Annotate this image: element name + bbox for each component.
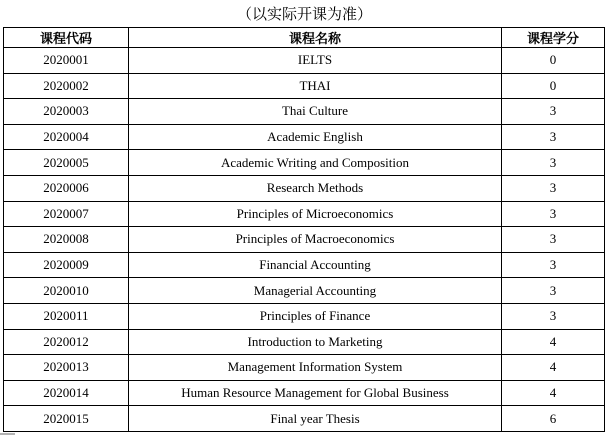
course-credits-cell: 3 [502,124,605,150]
course-code-cell: 2020015 [4,406,129,432]
course-code-cell: 2020008 [4,227,129,253]
header-course-name: 课程名称 [129,28,502,48]
course-table [3,27,605,432]
table-row [4,201,605,227]
course-credits-cell: 3 [502,227,605,253]
course-code-cell: 2020010 [4,278,129,304]
course-name-cell: Principles of Microeconomics [129,201,502,227]
course-credits-cell: 3 [502,175,605,201]
course-name-cell: Introduction to Marketing [129,329,502,355]
table-row [4,380,605,406]
course-code-cell: 2020006 [4,175,129,201]
course-code-cell: 2020007 [4,201,129,227]
course-name-cell: Thai Culture [129,99,502,125]
course-code-cell: 2020004 [4,124,129,150]
course-name-cell: THAI [129,73,502,99]
course-name-cell: Management Information System [129,355,502,381]
table-row [4,73,605,99]
table-row [4,329,605,355]
course-code-cell: 2020009 [4,252,129,278]
header-course-code: 课程代码 [4,28,129,48]
course-credits-cell: 4 [502,355,605,381]
table-row [4,303,605,329]
course-credits-cell: 3 [502,201,605,227]
course-name-cell: Principles of Finance [129,303,502,329]
table-row [4,124,605,150]
course-name-cell: IELTS [129,48,502,74]
course-code-cell: 2020003 [4,99,129,125]
table-row [4,406,605,432]
course-credits-cell: 6 [502,406,605,432]
table-row [4,278,605,304]
course-credits-cell: 4 [502,329,605,355]
table-caption: （以实际开课为准） [236,7,372,23]
table-row [4,99,605,125]
cropped-ui-fragment [0,433,15,435]
course-code-cell: 2020005 [4,150,129,176]
course-name-cell: Financial Accounting [129,252,502,278]
course-name-cell: Managerial Accounting [129,278,502,304]
course-credits-cell: 3 [502,252,605,278]
course-credits-cell: 0 [502,48,605,74]
course-code-cell: 2020014 [4,380,129,406]
course-name-cell: Research Methods [129,175,502,201]
table-row [4,150,605,176]
course-name-cell: Final year Thesis [129,406,502,432]
course-code-cell: 2020012 [4,329,129,355]
table-row [4,252,605,278]
course-name-cell: Principles of Macroeconomics [129,227,502,253]
course-credits-cell: 4 [502,380,605,406]
header-row [4,28,605,48]
header-course-credits: 课程学分 [502,28,605,48]
course-name-cell: Academic English [129,124,502,150]
course-name-cell: Academic Writing and Composition [129,150,502,176]
course-credits-cell: 3 [502,99,605,125]
table-row [4,355,605,381]
course-credits-cell: 3 [502,278,605,304]
course-credits-cell: 0 [502,73,605,99]
course-name-cell: Human Resource Management for Global Business [129,380,502,406]
course-table-body [4,48,605,432]
course-code-cell: 2020013 [4,355,129,381]
course-credits-cell: 3 [502,150,605,176]
course-code-cell: 2020002 [4,73,129,99]
course-credits-cell: 3 [502,303,605,329]
course-code-cell: 2020001 [4,48,129,74]
table-row [4,227,605,253]
course-code-cell: 2020011 [4,303,129,329]
table-row [4,175,605,201]
table-row [4,48,605,74]
